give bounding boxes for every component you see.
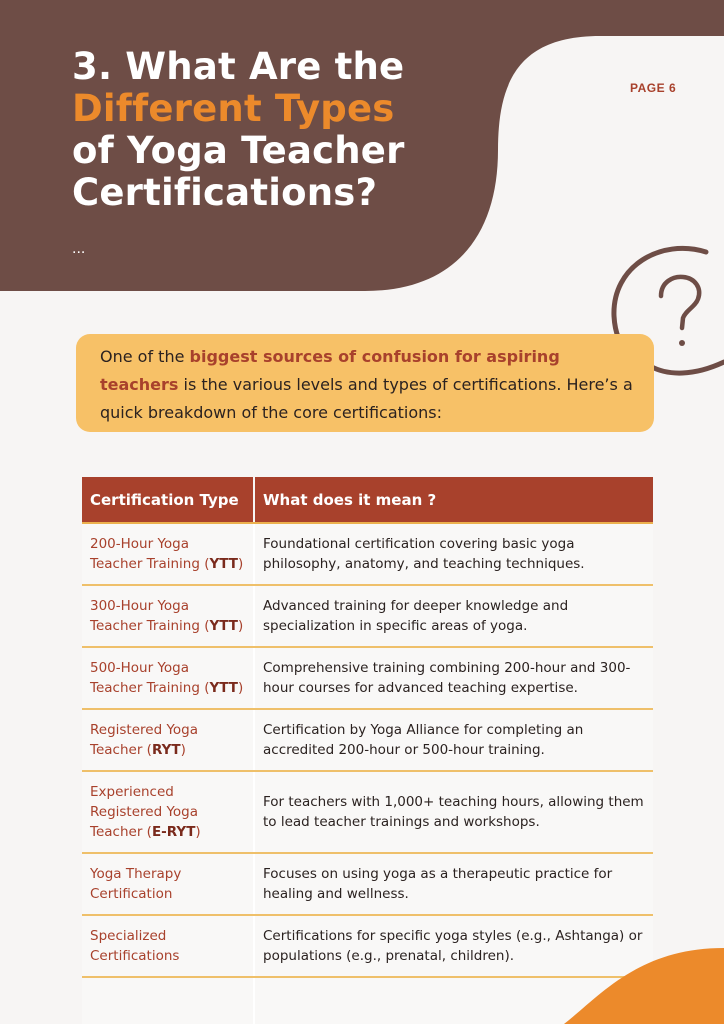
certification-type-cell — [82, 523, 254, 585]
callout-highlight: biggest sources of confusion for aspiring teachers — [100, 347, 560, 394]
type-abbr: YTT — [209, 556, 238, 572]
table-row — [82, 647, 653, 709]
type-close: ) — [180, 742, 186, 758]
title-line-1: 3. What Are the — [72, 45, 405, 88]
type-abbr: YTT — [209, 618, 238, 634]
header-meaning: What does it mean ? — [254, 477, 653, 523]
meaning-cell: Certification by Yoga Alliance for completing an accredited 200-hour or 500-hour training. — [254, 709, 653, 771]
certification-type-cell — [82, 709, 254, 771]
callout-text-before: One of the — [100, 347, 190, 366]
type-abbr: E-RYT — [151, 824, 196, 840]
meaning-cell: Foundational certification covering basic yoga philosophy, anatomy, and teaching techniques. — [254, 523, 653, 585]
type-name: 500-Hour Yoga Teacher Training ( — [90, 660, 210, 696]
meaning-cell: Focuses on using yoga as a therapeutic practice for healing and wellness. — [254, 853, 653, 915]
type-name: Registered Yoga Teacher ( — [90, 722, 199, 758]
type-name: Yoga Therapy Certification — [90, 866, 182, 902]
certification-type-cell — [82, 771, 254, 853]
header-certification-type: Certification Type — [82, 477, 254, 523]
empty-cell — [82, 977, 254, 1024]
table-row — [82, 709, 653, 771]
title-line-3: of Yoga Teacher — [72, 129, 405, 172]
meaning-cell: Comprehensive training combining 200-hour and 300-hour courses for advanced teaching expertise. — [254, 647, 653, 709]
type-name: 200-Hour Yoga Teacher Training ( — [90, 536, 210, 572]
intro-callout — [76, 334, 654, 432]
type-close: ) — [195, 824, 201, 840]
certification-table — [82, 477, 653, 1024]
title-line-4: Certifications? — [72, 171, 378, 214]
type-name: Specialized Certifications — [90, 928, 180, 964]
callout-text-after: is the various levels and types of certifications. Here’s a quick breakdown of the core certifications: — [100, 375, 633, 422]
certification-type-cell — [82, 585, 254, 647]
type-abbr: RYT — [151, 742, 181, 758]
type-abbr: YTT — [209, 680, 238, 696]
table-row — [82, 853, 653, 915]
corner-decoration-shape — [560, 944, 724, 1024]
certification-type-cell — [82, 853, 254, 915]
meaning-cell: Certifications for specific yoga styles (e.g., Ashtanga) or populations (e.g., prenatal, children). — [254, 915, 653, 977]
meaning-cell: Advanced training for deeper knowledge and specialization in specific areas of yoga. — [254, 585, 653, 647]
page-number: PAGE 6 — [630, 81, 677, 95]
certification-type-cell — [82, 647, 254, 709]
table-header-row — [82, 477, 653, 523]
table-row — [82, 523, 653, 585]
meaning-cell: For teachers with 1,000+ teaching hours, allowing them to lead teacher trainings and workshops. — [254, 771, 653, 853]
page-title — [72, 46, 405, 214]
table-row — [82, 771, 653, 853]
type-close: ) — [238, 680, 244, 696]
title-accent: Different Types — [72, 87, 395, 130]
type-name: Experienced Registered Yoga Teacher ( — [90, 784, 199, 840]
type-close: ) — [238, 556, 244, 572]
table-row — [82, 585, 653, 647]
certification-type-cell — [82, 915, 254, 977]
type-name: 300-Hour Yoga Teacher Training ( — [90, 598, 210, 634]
type-close: ) — [238, 618, 244, 634]
title-ellipsis: ... — [72, 240, 86, 257]
